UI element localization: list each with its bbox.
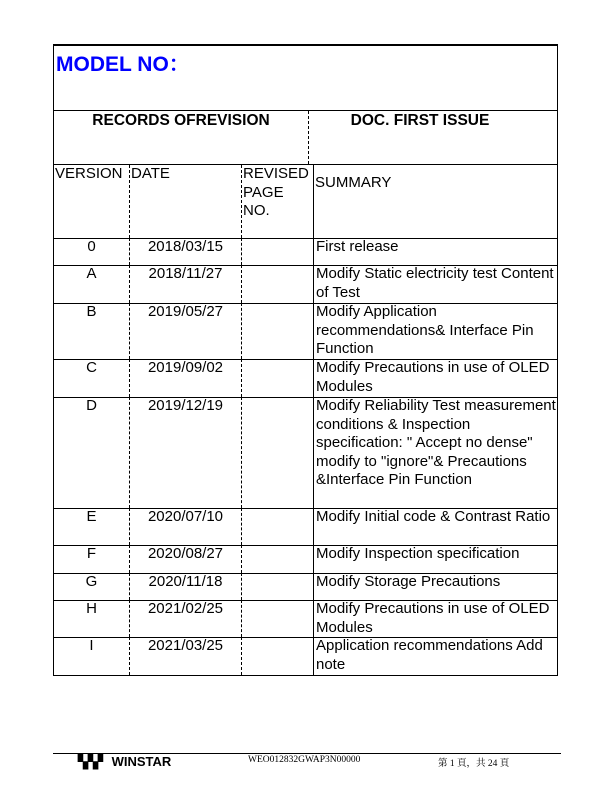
summary-cell: Modify Storage Precautions xyxy=(313,573,557,600)
version-cell: 0 xyxy=(87,238,96,255)
summary-cell: Modify Precautions in use of OLED Modules xyxy=(313,359,557,397)
date-cell: 2019/09/02 xyxy=(129,359,241,397)
summary-cell: Modify Application recommendations& Interface Pin Function xyxy=(313,303,557,359)
summary-cell: Modify Precautions in use of OLED Modules xyxy=(313,600,557,637)
table-header-row xyxy=(53,164,558,239)
table-row xyxy=(53,637,558,676)
summary-cell: Modify Inspection specification xyxy=(313,545,557,573)
table-row xyxy=(53,359,558,398)
date-cell: 2021/02/25 xyxy=(129,600,241,637)
summary-cell: First release xyxy=(313,238,557,265)
revised-page-cell xyxy=(241,545,313,573)
summary-cell: Modify Initial code & Contrast Ratio xyxy=(313,508,557,545)
winstar-logo: ▚▚▘ WINSTAR xyxy=(78,754,172,769)
model-no-section xyxy=(53,44,558,111)
version-cell: G xyxy=(85,573,98,590)
date-cell: 2019/05/27 xyxy=(129,303,241,359)
table-row xyxy=(53,600,558,638)
col-version: VERSION xyxy=(55,165,123,182)
date-cell: 2019/12/19 xyxy=(129,397,241,508)
records-title: RECORDS OFREVISION xyxy=(92,112,270,129)
footer xyxy=(53,753,561,774)
version-cell: C xyxy=(86,359,97,376)
revised-page-cell xyxy=(241,600,313,637)
date-cell: 2018/03/15 xyxy=(129,238,241,265)
date-cell: 2021/03/25 xyxy=(129,637,241,675)
table-row xyxy=(53,573,558,601)
page-number: 第 1 頁，共 24 頁 xyxy=(438,759,510,769)
table-row xyxy=(53,265,558,304)
col-revised-page: REVISED PAGE NO. xyxy=(241,165,311,238)
date-cell: 2020/07/10 xyxy=(129,508,241,545)
revised-page-cell xyxy=(241,397,313,508)
version-cell: I xyxy=(89,637,94,654)
first-issue-title: DOC. FIRST ISSUE xyxy=(350,112,490,129)
table-row xyxy=(53,303,558,360)
col-summary: SUMMARY xyxy=(313,165,557,238)
revision-header xyxy=(53,110,558,165)
model-no-label: MODEL NO： xyxy=(56,53,190,76)
table-row xyxy=(53,397,558,509)
date-cell: 2018/11/27 xyxy=(129,265,241,303)
col-date: DATE xyxy=(129,165,241,238)
version-cell: A xyxy=(86,265,97,282)
summary-cell: Application recommendations Add note xyxy=(313,637,557,675)
version-cell: E xyxy=(86,508,97,525)
date-cell: 2020/08/27 xyxy=(129,545,241,573)
version-cell: F xyxy=(86,545,97,562)
revised-page-cell xyxy=(241,573,313,600)
version-cell: H xyxy=(86,600,97,617)
revised-page-cell xyxy=(241,508,313,545)
revised-page-cell xyxy=(241,637,313,675)
revised-page-cell xyxy=(241,359,313,397)
table-row xyxy=(53,508,558,546)
doc-number: WEO012832GWAP3N00000 xyxy=(248,755,361,765)
revised-page-cell xyxy=(241,265,313,303)
date-cell: 2020/11/18 xyxy=(129,573,241,600)
revised-page-cell xyxy=(241,238,313,265)
version-cell: D xyxy=(86,397,97,414)
summary-cell: Modify Reliability Test measurement conditions & Inspection specification: " Accept no dense" modify to "ignore"& Precautions &Interface Pin Function xyxy=(313,397,557,508)
summary-cell: Modify Static electricity test Content of Test xyxy=(313,265,557,303)
version-cell: B xyxy=(86,303,97,320)
table-row xyxy=(53,238,558,266)
revised-page-cell xyxy=(241,303,313,359)
table-row xyxy=(53,545,558,574)
